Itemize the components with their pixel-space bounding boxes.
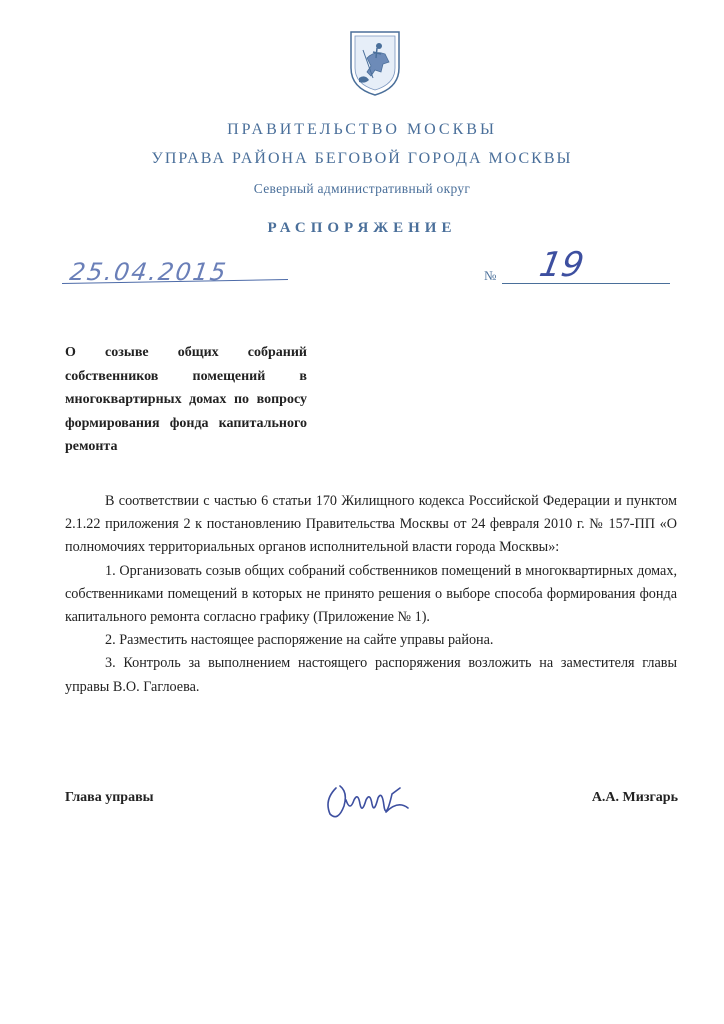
- number-underline: [502, 283, 670, 284]
- body-item-1: 1. Организовать созыв общих собраний собственников помещений в многоквартирных домах, собственниками помещений в которых не принято решения о выборе способа формирования фонда капитального ремонта согласно графику (Приложение № 1).: [65, 562, 677, 626]
- document-subject: О созыве общих собраний собственников помещений в многоквартирных домах по вопросу формирования фонда капитального ремонта: [65, 345, 307, 454]
- document-body: [65, 490, 677, 699]
- moscow-coat-of-arms-icon: [345, 28, 405, 98]
- body-preamble: В соответствии с частью 6 статьи 170 Жилищного кодекса Российской Федерации и пунктом 2.1.22 приложения 2 к постановлению Правительства Москвы от 24 февраля 2010 г. № 157-ПП «О полномочиях территориальных органов исполнительной власти города Москвы»:: [65, 493, 677, 556]
- body-item-3: 3. Контроль за выполнением настоящего распоряжения возложить на заместителя главы управы В.О. Гаглоева.: [65, 655, 677, 695]
- authority-title: УПРАВА РАЙОНА БЕГОВОЙ ГОРОДА МОСКВЫ: [151, 150, 573, 167]
- document-number: 19: [536, 245, 587, 285]
- handwritten-signature: [318, 770, 418, 830]
- document-type: РАСПОРЯЖЕНИЕ: [267, 220, 457, 236]
- signatory-name: А.А. Мизгарь: [591, 790, 678, 805]
- signatory-position: Глава управы: [65, 790, 154, 805]
- government-title: ПРАВИТЕЛЬСТВО МОСКВЫ: [227, 121, 497, 138]
- number-label: №: [484, 268, 497, 283]
- document-date: 25.04.2015: [68, 258, 230, 286]
- district-title: Северный административный округ: [253, 181, 471, 196]
- body-item-2: 2. Разместить настоящее распоряжение на сайте управы района.: [105, 632, 494, 649]
